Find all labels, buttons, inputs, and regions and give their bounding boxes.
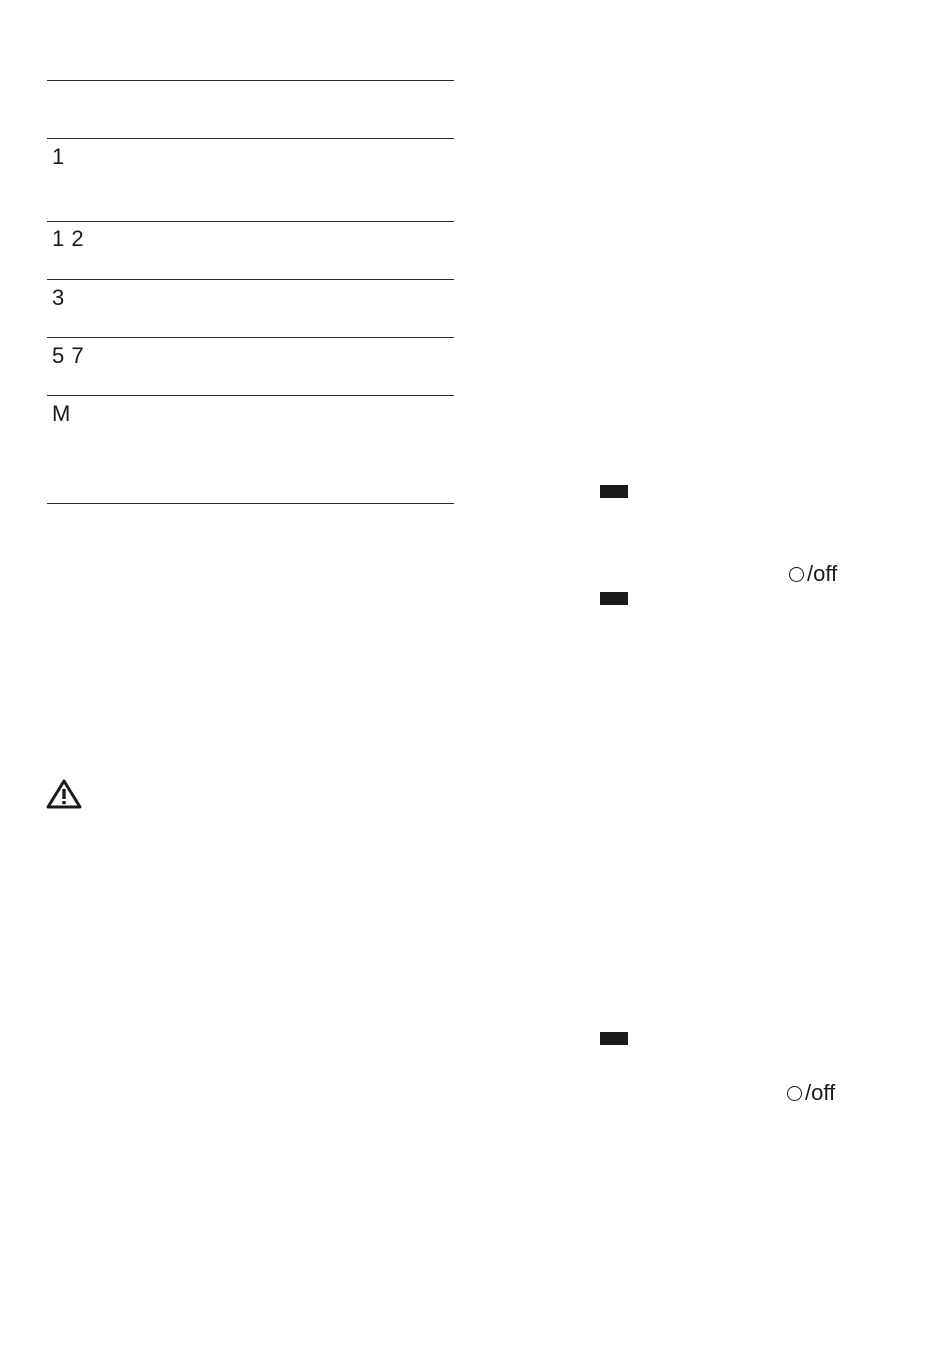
table-row-label: M — [52, 401, 71, 426]
table-bottom-rule — [47, 503, 454, 504]
warning-triangle-icon — [46, 779, 82, 809]
table-row-label: 3 — [52, 285, 65, 310]
off-label — [787, 1080, 835, 1106]
table-header-rule — [47, 138, 454, 139]
black-key-icon — [600, 1032, 628, 1045]
off-text: /off — [805, 1080, 836, 1105]
table-row-rule — [47, 221, 454, 222]
black-key-icon — [600, 485, 628, 498]
table-row-rule — [47, 395, 454, 396]
table-row-label: 1 — [52, 144, 65, 169]
table-top-rule — [47, 80, 454, 81]
table-row-label: 1 2 — [52, 226, 85, 251]
off-text: /off — [807, 561, 838, 586]
off-label — [789, 561, 837, 587]
table-row-label: 5 7 — [52, 343, 85, 368]
table-row-rule — [47, 279, 454, 280]
circle-icon — [789, 567, 804, 582]
table-row-rule — [47, 337, 454, 338]
black-key-icon — [600, 592, 628, 605]
circle-icon — [787, 1086, 802, 1101]
